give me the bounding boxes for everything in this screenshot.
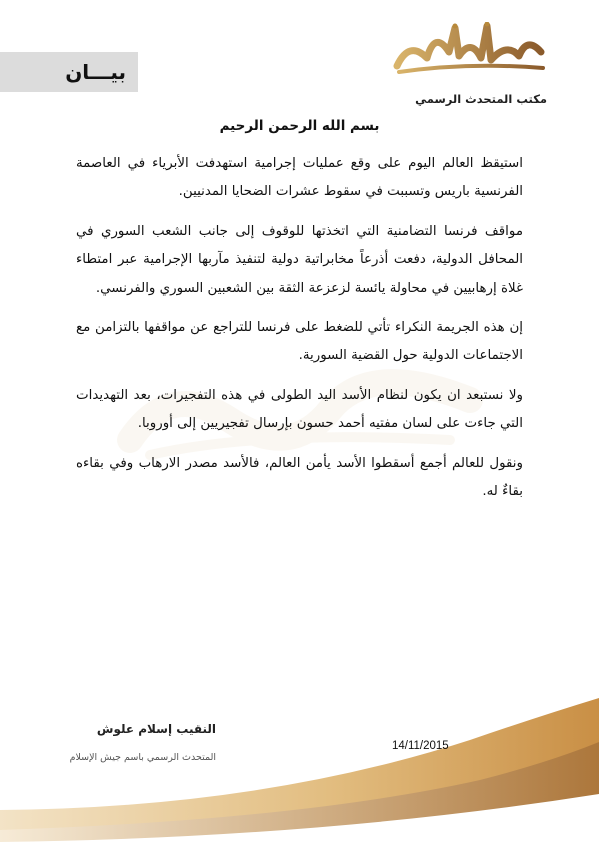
jaysh-al-islam-logo xyxy=(389,22,549,80)
statement-date: 14/11/2015 xyxy=(392,740,449,752)
paragraph-4: ولا نستبعد ان يكون لنظام الأسد اليد الطولى في هذه التفجيرات، بعد التهديدات التي جاءت على لسان مفتيه أحمد حسون بإرسال تفجيريين إلى أوروبا. xyxy=(76,387,523,432)
footer-swoosh xyxy=(0,690,599,849)
paragraph-3: إن هذه الجريمة النكراء تأتي للضغط على فرنسا للتراجع عن مواقفها بالتزامن مع الاجتماعات الدولية حول القضية السورية. xyxy=(76,320,523,364)
paragraph-2: مواقف فرنسا التضامنية التي اتخذتها للوقوف إلى جانب الشعب السوري في المحافل الدولية، دفعت أذرعاً مخابراتية دولية لتنفيذ مآربها الإجرامية عبر امتطاء غلاة إرهابيين في محاولة يائسة لزعزعة الثقة بين الشعبين السوري والفرنسي. xyxy=(76,223,523,296)
signer-title: المتحدث الرسمي باسم جيش الإسلام xyxy=(69,752,216,763)
paragraph-5: ونقول للعالم أجمع أسقطوا الأسد يأمن العالم، فالأسد مصدر الارهاب وفي بقاءه بقاءٌ له. xyxy=(76,455,523,500)
statement-label: بيـــان xyxy=(65,60,126,84)
office-label: مكتب المتحدث الرسمي xyxy=(415,92,547,106)
basmala: بسم الله الرحمن الرحيم xyxy=(219,118,380,134)
paragraph-1: استيقظ العالم اليوم على وقع عمليات إجرامية استهدفت الأبرياء في العاصمة الفرنسية باريس وتسببت في سقوط عشرات الضحايا المدنيين. xyxy=(76,156,523,200)
signer-name: النقيب إسلام علوش xyxy=(96,722,216,736)
statement-body xyxy=(76,150,523,517)
